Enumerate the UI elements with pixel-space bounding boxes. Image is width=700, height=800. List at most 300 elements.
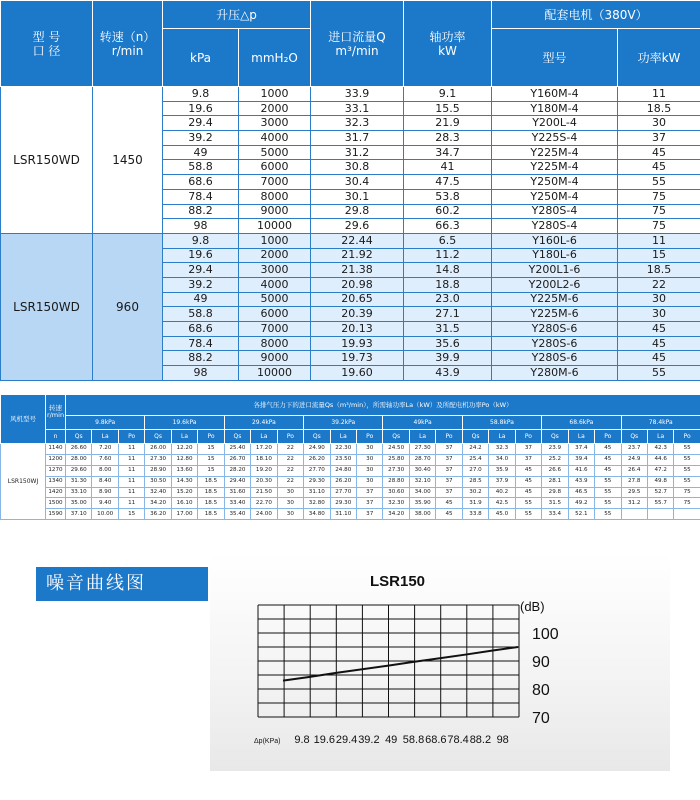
sub-header: La xyxy=(489,430,515,444)
value-cell: 52.1 xyxy=(568,509,594,520)
shaft-power-cell: 41 xyxy=(404,160,492,175)
pressure-kpa-cell: 49 xyxy=(163,145,239,160)
pressure-mmh2o-cell: 9000 xyxy=(239,351,311,366)
motor-model-cell: Y280S-4 xyxy=(492,204,618,219)
table-row xyxy=(1,87,700,102)
value-cell: 13.60 xyxy=(171,465,197,476)
sub-header: Po xyxy=(595,430,621,444)
value-cell: 27.30 xyxy=(145,454,171,465)
value-cell: 43.9 xyxy=(568,476,594,487)
value-cell: 49.2 xyxy=(568,498,594,509)
sub-header: Po xyxy=(674,430,700,444)
value-cell: 28.70 xyxy=(409,454,435,465)
value-cell: 28.20 xyxy=(224,465,250,476)
value-cell: 55 xyxy=(515,498,541,509)
value-cell: 32.40 xyxy=(145,487,171,498)
value-cell: 12.20 xyxy=(171,444,197,455)
speed-cell: 1140 xyxy=(46,444,66,455)
value-cell: 17.20 xyxy=(251,444,277,455)
pressure-kpa-cell: 58.8 xyxy=(163,160,239,175)
pressure-kpa-cell: 39.2 xyxy=(163,131,239,146)
value-cell: 26.20 xyxy=(304,454,330,465)
flow-cell: 30.4 xyxy=(311,175,404,190)
flow-cell: 19.73 xyxy=(311,351,404,366)
value-cell: 27.8 xyxy=(621,476,647,487)
value-cell: 16.10 xyxy=(171,498,197,509)
value-cell: 55 xyxy=(595,498,621,509)
motor-model-cell: Y225M-6 xyxy=(492,307,618,322)
value-cell: 31.9 xyxy=(462,498,488,509)
sub-header: La xyxy=(330,430,356,444)
shaft-power-cell: 28.3 xyxy=(404,131,492,146)
x-tick-label: 9.8 xyxy=(294,734,310,746)
value-cell: 35.40 xyxy=(224,509,250,520)
value-cell: 31.10 xyxy=(304,487,330,498)
model-cell: LSR150WD xyxy=(1,87,93,234)
flow-cell: 19.93 xyxy=(311,336,404,351)
sub-header: Qs xyxy=(462,430,488,444)
value-cell: 26.00 xyxy=(145,444,171,455)
motor-model-cell: Y160L-6 xyxy=(492,233,618,248)
chart-grid xyxy=(258,605,519,717)
x-tick-label: 88.2 xyxy=(469,734,492,746)
value-cell: 34.00 xyxy=(409,487,435,498)
pressure-mmh2o-cell: 2000 xyxy=(239,248,311,263)
value-cell: 30 xyxy=(277,509,303,520)
pressure-kpa-cell: 68.6 xyxy=(163,175,239,190)
value-cell: 37 xyxy=(436,476,462,487)
value-cell: 11 xyxy=(118,498,144,509)
value-cell: 45 xyxy=(515,476,541,487)
value-cell: 23.9 xyxy=(542,444,568,455)
flow-cell: 20.98 xyxy=(311,277,404,292)
sub-header: Qs xyxy=(304,430,330,444)
lsr150wj-table xyxy=(0,394,700,520)
value-cell: 24.9 xyxy=(621,454,647,465)
x-tick-label: 39.2 xyxy=(358,734,380,746)
value-cell: 45 xyxy=(595,454,621,465)
pressure-kpa-cell: 29.4 xyxy=(163,116,239,131)
pressure-mmh2o-cell: 3000 xyxy=(239,263,311,278)
value-cell: 28.1 xyxy=(542,476,568,487)
value-cell: 32.3 xyxy=(489,444,515,455)
motor-model-cell: Y280S-4 xyxy=(492,219,618,234)
value-cell: 33.8 xyxy=(462,509,488,520)
sub-header: La xyxy=(92,430,118,444)
motor-power-cell: 37 xyxy=(618,131,700,146)
shaft-power-cell: 11.2 xyxy=(404,248,492,263)
speed-cell: 1420 xyxy=(46,487,66,498)
value-cell: 45.0 xyxy=(489,509,515,520)
value-cell: 30 xyxy=(356,465,382,476)
motor-power-cell: 75 xyxy=(618,189,700,204)
motor-model-cell: Y200L-4 xyxy=(492,116,618,131)
shaft-power-cell: 31.5 xyxy=(404,322,492,337)
value-cell: 33.10 xyxy=(66,487,92,498)
value-cell: 30 xyxy=(356,476,382,487)
value-cell: 39.4 xyxy=(568,454,594,465)
value-cell: 7.20 xyxy=(92,444,118,455)
sub-header: Qs xyxy=(66,430,92,444)
value-cell: 34.0 xyxy=(489,454,515,465)
motor-power-cell: 18.5 xyxy=(618,101,700,116)
pressure-mmh2o-cell: 4000 xyxy=(239,277,311,292)
motor-power-cell: 18.5 xyxy=(618,263,700,278)
value-cell: 18.10 xyxy=(251,454,277,465)
pressure-kpa-cell: 19.6 xyxy=(163,101,239,116)
value-cell xyxy=(647,509,673,520)
flow-cell: 33.1 xyxy=(311,101,404,116)
motor-power-cell: 55 xyxy=(618,366,700,381)
value-cell: 25.80 xyxy=(383,454,409,465)
value-cell: 38.00 xyxy=(409,509,435,520)
shaft-power-cell: 14.8 xyxy=(404,263,492,278)
value-cell: 28.00 xyxy=(66,454,92,465)
value-cell: 8.00 xyxy=(92,465,118,476)
motor-power-cell: 45 xyxy=(618,322,700,337)
value-cell: 15 xyxy=(198,444,224,455)
value-cell: 15 xyxy=(198,465,224,476)
motor-power-cell: 30 xyxy=(618,307,700,322)
value-cell: 29.60 xyxy=(66,465,92,476)
value-cell: 22 xyxy=(277,454,303,465)
pressure-header: 78.4kPa xyxy=(621,416,700,430)
pressure-header: 49kPa xyxy=(383,416,462,430)
motor-model-cell: Y160M-4 xyxy=(492,87,618,102)
speed-cell: 1340 xyxy=(46,476,66,487)
value-cell: 30 xyxy=(277,487,303,498)
sub-header: Qs xyxy=(383,430,409,444)
speed-cell: 1200 xyxy=(46,454,66,465)
header-flow: 进口流量Q m³/min xyxy=(311,1,404,87)
table-row xyxy=(1,465,700,476)
flow-cell: 21.92 xyxy=(311,248,404,263)
sub-header: La xyxy=(647,430,673,444)
pressure-mmh2o-cell: 1000 xyxy=(239,233,311,248)
value-cell: 37.4 xyxy=(568,444,594,455)
shaft-power-cell: 53.8 xyxy=(404,189,492,204)
value-cell: 55 xyxy=(595,476,621,487)
shaft-power-cell: 34.7 xyxy=(404,145,492,160)
value-cell: 45 xyxy=(436,509,462,520)
value-cell: 31.2 xyxy=(621,498,647,509)
value-cell xyxy=(674,509,700,520)
value-cell: 23.7 xyxy=(621,444,647,455)
sub-header: Po xyxy=(436,430,462,444)
value-cell: 37.10 xyxy=(66,509,92,520)
pressure-mmh2o-cell: 7000 xyxy=(239,322,311,337)
motor-power-cell: 22 xyxy=(618,277,700,292)
motor-model-cell: Y225S-4 xyxy=(492,131,618,146)
shaft-power-cell: 60.2 xyxy=(404,204,492,219)
motor-model-cell: Y280S-6 xyxy=(492,322,618,337)
value-cell: 45 xyxy=(595,444,621,455)
pressure-kpa-cell: 9.8 xyxy=(163,87,239,102)
pressure-kpa-cell: 78.4 xyxy=(163,189,239,204)
sub-header: Po xyxy=(356,430,382,444)
sec-header-n: n xyxy=(46,430,66,444)
sec-header-speed: 转速 r/min xyxy=(46,395,66,430)
motor-model-cell: Y280S-6 xyxy=(492,336,618,351)
value-cell: 75 xyxy=(674,487,700,498)
noise-curve-chart xyxy=(210,553,670,771)
shaft-power-cell: 47.5 xyxy=(404,175,492,190)
value-cell: 37 xyxy=(356,487,382,498)
pressure-header: 68.6kPa xyxy=(542,416,621,430)
value-cell: 21.50 xyxy=(251,487,277,498)
value-cell: 26.6 xyxy=(542,465,568,476)
value-cell: 17.00 xyxy=(171,509,197,520)
flow-cell: 32.3 xyxy=(311,116,404,131)
x-tick-label: 98 xyxy=(496,734,509,746)
value-cell: 29.30 xyxy=(330,498,356,509)
value-cell: 11 xyxy=(118,465,144,476)
sub-header: Qs xyxy=(542,430,568,444)
value-cell: 31.30 xyxy=(66,476,92,487)
value-cell: 40.2 xyxy=(489,487,515,498)
value-cell: 24.00 xyxy=(251,509,277,520)
sub-header: La xyxy=(409,430,435,444)
value-cell: 11 xyxy=(118,476,144,487)
value-cell: 26.20 xyxy=(330,476,356,487)
value-cell: 31.10 xyxy=(330,509,356,520)
table-row xyxy=(1,509,700,520)
table-row xyxy=(1,498,700,509)
value-cell: 44.6 xyxy=(647,454,673,465)
motor-power-cell: 45 xyxy=(618,351,700,366)
value-cell: 46.5 xyxy=(568,487,594,498)
motor-power-cell: 75 xyxy=(618,219,700,234)
value-cell: 14.30 xyxy=(171,476,197,487)
value-cell: 37 xyxy=(436,454,462,465)
x-tick-label: 49 xyxy=(385,734,398,746)
value-cell: 18.5 xyxy=(198,498,224,509)
motor-model-cell: Y200L2-6 xyxy=(492,277,618,292)
y-tick-label: 80 xyxy=(532,682,550,699)
sub-header: Qs xyxy=(621,430,647,444)
sub-header: La xyxy=(568,430,594,444)
pressure-kpa-cell: 88.2 xyxy=(163,351,239,366)
value-cell: 55 xyxy=(674,476,700,487)
pressure-kpa-cell: 19.6 xyxy=(163,248,239,263)
value-cell: 24.50 xyxy=(383,444,409,455)
flow-cell: 33.9 xyxy=(311,87,404,102)
sub-header: La xyxy=(251,430,277,444)
value-cell: 26.4 xyxy=(621,465,647,476)
shaft-power-cell: 21.9 xyxy=(404,116,492,131)
value-cell: 30.2 xyxy=(462,487,488,498)
value-cell: 35.9 xyxy=(489,465,515,476)
x-tick-label: 58.8 xyxy=(402,734,425,746)
sub-header: Qs xyxy=(224,430,250,444)
value-cell: 55.7 xyxy=(647,498,673,509)
value-cell: 32.80 xyxy=(304,498,330,509)
pressure-kpa-cell: 98 xyxy=(163,366,239,381)
flow-cell: 30.1 xyxy=(311,189,404,204)
value-cell: 10.00 xyxy=(92,509,118,520)
shaft-power-cell: 23.0 xyxy=(404,292,492,307)
motor-power-cell: 45 xyxy=(618,160,700,175)
header-shaft-power: 轴功率 kW xyxy=(404,1,492,87)
value-cell: 26.70 xyxy=(224,454,250,465)
sec-header-title: 各排气压力下的进口流量Qs（m³/min），所需轴功率La（kW）及所配电机功率Po（kW） xyxy=(66,395,700,416)
value-cell: 11 xyxy=(118,444,144,455)
y-axis-label: (dB) xyxy=(520,599,545,614)
pressure-mmh2o-cell: 9000 xyxy=(239,204,311,219)
value-cell: 32.30 xyxy=(383,498,409,509)
value-cell: 55 xyxy=(595,487,621,498)
pressure-kpa-cell: 9.8 xyxy=(163,233,239,248)
motor-power-cell: 30 xyxy=(618,292,700,307)
motor-model-cell: Y180L-6 xyxy=(492,248,618,263)
value-cell: 15 xyxy=(198,454,224,465)
value-cell: 22 xyxy=(277,444,303,455)
table-header xyxy=(1,1,700,87)
value-cell: 31.60 xyxy=(224,487,250,498)
value-cell: 22 xyxy=(277,476,303,487)
motor-model-cell: Y180M-4 xyxy=(492,101,618,116)
chart-series xyxy=(283,647,518,681)
value-cell xyxy=(621,509,647,520)
value-cell: 41.6 xyxy=(568,465,594,476)
shaft-power-cell: 6.5 xyxy=(404,233,492,248)
value-cell: 42.3 xyxy=(647,444,673,455)
flow-cell: 22.44 xyxy=(311,233,404,248)
value-cell: 30 xyxy=(356,444,382,455)
value-cell: 45 xyxy=(436,498,462,509)
value-cell: 45 xyxy=(515,465,541,476)
motor-power-cell: 11 xyxy=(618,233,700,248)
x-tick-label: 29.4 xyxy=(335,734,358,746)
pressure-mmh2o-cell: 8000 xyxy=(239,189,311,204)
flow-cell: 29.8 xyxy=(311,204,404,219)
speed-cell: 1590 xyxy=(46,509,66,520)
value-cell: 24.90 xyxy=(304,444,330,455)
value-cell: 23.50 xyxy=(330,454,356,465)
x-axis-label: Δp(KPa) xyxy=(254,738,281,745)
pressure-header: 9.8kPa xyxy=(66,416,145,430)
value-cell: 33.4 xyxy=(542,509,568,520)
value-cell: 22 xyxy=(277,465,303,476)
flow-cell: 31.2 xyxy=(311,145,404,160)
value-cell: 7.60 xyxy=(92,454,118,465)
sub-header: Po xyxy=(118,430,144,444)
value-cell: 31.5 xyxy=(542,498,568,509)
pressure-mmh2o-cell: 5000 xyxy=(239,292,311,307)
model-cell: LSR150WD xyxy=(1,233,93,380)
value-cell: 37 xyxy=(356,498,382,509)
value-cell: 25.40 xyxy=(224,444,250,455)
header-kpa: kPa xyxy=(163,29,239,87)
pressure-mmh2o-cell: 4000 xyxy=(239,131,311,146)
pressure-kpa-cell: 78.4 xyxy=(163,336,239,351)
header-motor-power: 功率kW xyxy=(618,29,700,87)
noise-section-title: 噪音曲线图 xyxy=(36,567,208,601)
value-cell: 30 xyxy=(356,454,382,465)
value-cell: 35.90 xyxy=(409,498,435,509)
model-cell: LSR150WJ xyxy=(1,444,46,520)
motor-power-cell: 45 xyxy=(618,145,700,160)
pressure-mmh2o-cell: 10000 xyxy=(239,219,311,234)
motor-model-cell: Y225M-4 xyxy=(492,145,618,160)
speed-cell: 1500 xyxy=(46,498,66,509)
value-cell: 26.60 xyxy=(66,444,92,455)
sub-header: Po xyxy=(515,430,541,444)
pressure-mmh2o-cell: 10000 xyxy=(239,366,311,381)
pressure-mmh2o-cell: 2000 xyxy=(239,101,311,116)
value-cell: 55 xyxy=(515,509,541,520)
value-cell: 75 xyxy=(674,498,700,509)
speed-group-960 xyxy=(1,233,700,380)
sub-header: Po xyxy=(198,430,224,444)
table-row xyxy=(1,487,700,498)
value-cell: 30.50 xyxy=(145,476,171,487)
value-cell: 37 xyxy=(515,444,541,455)
value-cell: 27.0 xyxy=(462,465,488,476)
pressure-header: 19.6kPa xyxy=(145,416,224,430)
chart-title: LSR150 xyxy=(370,573,426,590)
value-cell: 33.40 xyxy=(224,498,250,509)
value-cell: 47.2 xyxy=(647,465,673,476)
pressure-kpa-cell: 49 xyxy=(163,292,239,307)
value-cell: 27.30 xyxy=(409,444,435,455)
noise-curve-line xyxy=(283,647,518,681)
value-cell: 29.8 xyxy=(542,487,568,498)
value-cell: 55 xyxy=(674,465,700,476)
x-tick-label: 19.6 xyxy=(313,734,336,746)
motor-model-cell: Y250M-4 xyxy=(492,189,618,204)
pressure-mmh2o-cell: 1000 xyxy=(239,87,311,102)
pressure-mmh2o-cell: 7000 xyxy=(239,175,311,190)
motor-model-cell: Y280S-6 xyxy=(492,351,618,366)
value-cell: 12.80 xyxy=(171,454,197,465)
pressure-mmh2o-cell: 8000 xyxy=(239,336,311,351)
value-cell: 37 xyxy=(436,487,462,498)
value-cell: 18.5 xyxy=(198,487,224,498)
flow-cell: 19.60 xyxy=(311,366,404,381)
value-cell: 30 xyxy=(277,498,303,509)
value-cell: 28.5 xyxy=(462,476,488,487)
x-axis-ticks xyxy=(294,734,508,746)
value-cell: 18.5 xyxy=(198,476,224,487)
value-cell: 45 xyxy=(515,487,541,498)
lsr150wj-header xyxy=(1,395,700,444)
shaft-power-cell: 18.8 xyxy=(404,277,492,292)
motor-model-cell: Y225M-4 xyxy=(492,160,618,175)
value-cell: 28.80 xyxy=(383,476,409,487)
shaft-power-cell: 66.3 xyxy=(404,219,492,234)
value-cell: 19.20 xyxy=(251,465,277,476)
flow-cell: 30.8 xyxy=(311,160,404,175)
value-cell: 20.30 xyxy=(251,476,277,487)
value-cell: 52.7 xyxy=(647,487,673,498)
value-cell: 37.9 xyxy=(489,476,515,487)
value-cell: 8.90 xyxy=(92,487,118,498)
value-cell: 37 xyxy=(356,509,382,520)
header-mmh2o: mmH₂O xyxy=(239,29,311,87)
table-row xyxy=(1,454,700,465)
y-tick-label: 70 xyxy=(532,710,550,727)
value-cell: 29.40 xyxy=(224,476,250,487)
value-cell: 42.5 xyxy=(489,498,515,509)
value-cell: 35.00 xyxy=(66,498,92,509)
value-cell: 37 xyxy=(515,454,541,465)
value-cell: 32.10 xyxy=(409,476,435,487)
flow-cell: 31.7 xyxy=(311,131,404,146)
flow-cell: 20.65 xyxy=(311,292,404,307)
x-tick-label: 78.4 xyxy=(447,734,469,746)
value-cell: 45 xyxy=(595,465,621,476)
